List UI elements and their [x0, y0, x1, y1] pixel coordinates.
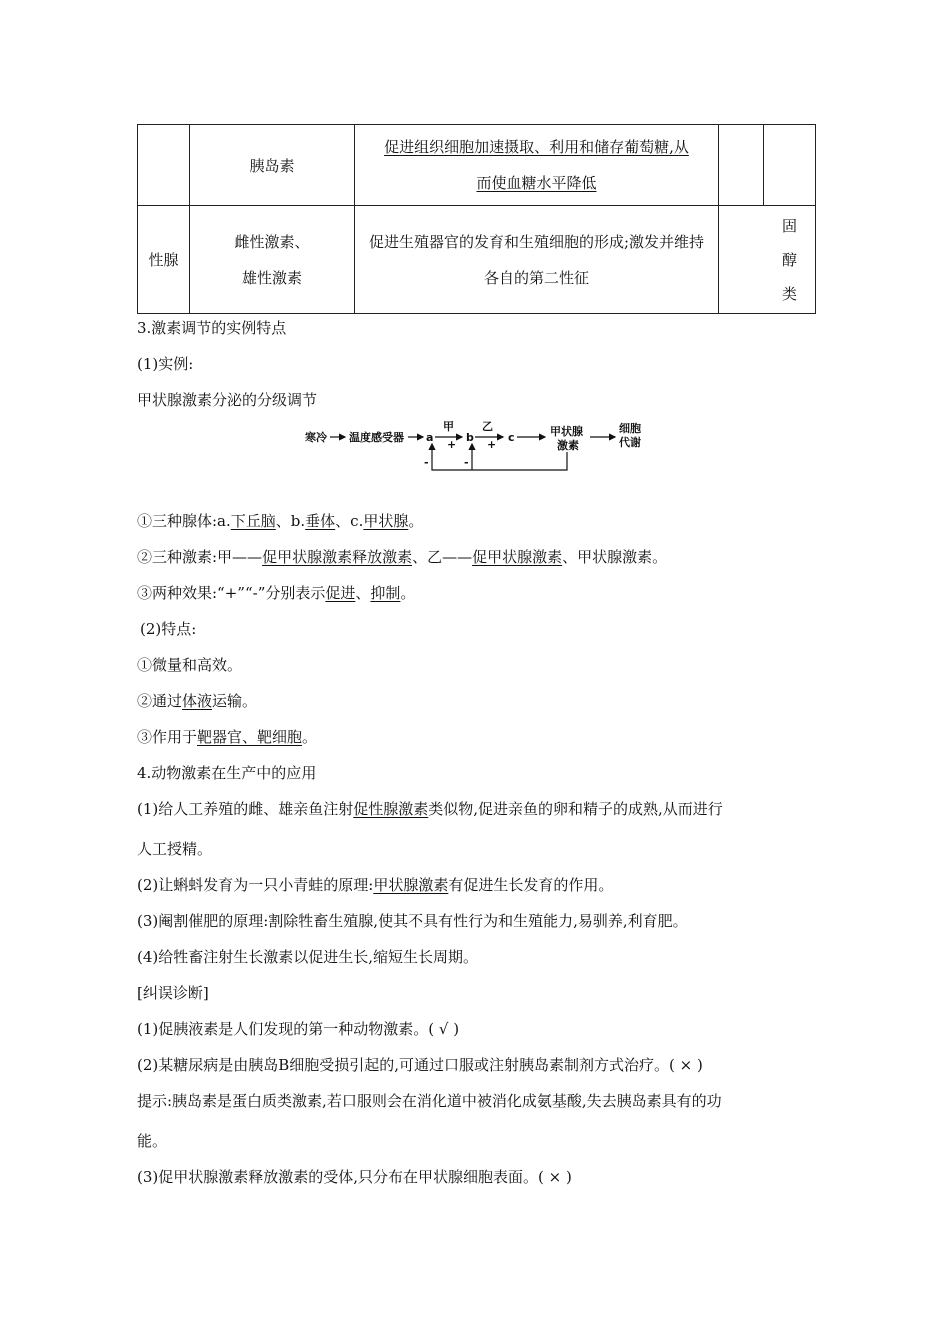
function-cell: [355, 125, 719, 206]
diagnosis-heading: [纠误诊断]: [137, 984, 209, 1002]
thyroid-hormone-label: 甲状腺: [550, 425, 583, 438]
node-c: c: [508, 431, 515, 444]
application-item-cont: 人工授精。: [137, 840, 213, 858]
gland-cell: [138, 125, 190, 206]
regulation-diagram: [305, 418, 650, 474]
hormone-line: 雌性激素、: [234, 232, 310, 251]
table-row: [138, 125, 816, 206]
application-item: (3)阉割催肥的原理:割除牲畜生殖腺,使其不具有性行为和生殖能力,易驯养,利育肥。: [137, 912, 688, 930]
nature-cell: [719, 206, 816, 314]
feature-item: ②通过体液运输。: [137, 692, 258, 710]
diagnosis-question: (1)促胰液素是人们发现的第一种动物激素。( √ ): [137, 1020, 460, 1038]
diagnosis-hint: 提示:胰岛素是蛋白质类激素,若口服则会在消化道中被消化成氨基酸,失去胰岛素具有的功: [137, 1092, 722, 1110]
plus-sign: +: [487, 438, 497, 451]
application-item: (2)让蝌蚪发育为一只小青蛙的原理:甲状腺激素有促进生长发育的作用。: [137, 876, 614, 894]
hormone-cell: [190, 206, 355, 314]
table-row: [138, 206, 816, 314]
item-hormones: ②三种激素:甲——促甲状腺激素释放激素、乙——促甲状腺激素、甲状腺激素。: [137, 548, 668, 566]
hormone-jia-label: 甲: [443, 420, 454, 433]
function-cell: [355, 206, 719, 314]
nature-char: 固: [781, 216, 797, 235]
receptor-label: 温度感受器: [349, 431, 404, 444]
subheading: (1)实例:: [137, 355, 194, 373]
function-line: 促进生殖器官的发育和生殖细胞的形成;激发并维持: [368, 232, 705, 251]
item-glands: ①三种腺体:a.下丘脑、b.垂体、c.甲状腺。: [137, 512, 424, 530]
nature-char: 类: [781, 284, 797, 303]
cold-label: 寒冷: [305, 431, 327, 444]
nature-cell: [719, 125, 764, 206]
feature-item: ①微量和高效。: [137, 656, 243, 674]
diagnosis-hint-cont: 能。: [137, 1132, 168, 1150]
hormone-table: [137, 124, 816, 314]
application-item: (1)给人工养殖的雌、雄亲鱼注射促性腺激素类似物,促进亲鱼的卵和精子的成熟,从而进行: [137, 800, 723, 818]
hormone-cell: 胰岛素: [190, 125, 355, 206]
cell-metabolism-label: 代谢: [619, 436, 641, 449]
thyroid-hormone-label: 激素: [557, 439, 579, 452]
hormone-yi-label: 乙: [482, 420, 493, 433]
cell-metabolism-label: 细胞: [619, 422, 641, 435]
diagnosis-question: (2)某糖尿病是由胰岛B细胞受损引起的,可通过口服或注射胰岛素制剂方式治疗。( × ): [137, 1056, 703, 1074]
minus-sign: -: [424, 456, 429, 469]
subheading: (2)特点:: [140, 620, 197, 638]
diagnosis-question: (3)促甲状腺激素释放激素的受体,只分布在甲状腺细胞表面。( × ): [137, 1168, 572, 1186]
section-heading: 4.动物激素在生产中的应用: [137, 764, 317, 782]
section-heading: 3.激素调节的实例特点: [137, 319, 287, 337]
function-line: 各自的第二性征: [483, 268, 589, 287]
function-line: 促进组织细胞加速摄取、利用和储存葡萄糖,从: [384, 138, 689, 156]
function-line: 而使血糖水平降低: [476, 174, 597, 192]
node-a: a: [426, 431, 434, 444]
nature-char: 醇: [781, 250, 797, 269]
hormone-line: 雄性激素: [241, 268, 302, 287]
example-title: 甲状腺激素分泌的分级调节: [137, 391, 318, 409]
plus-sign: +: [447, 438, 457, 451]
feature-item: ③作用于靶器官、靶细胞。: [137, 728, 318, 746]
gland-cell: 性腺: [138, 206, 190, 314]
application-item: (4)给牲畜注射生长激素以促进生长,缩短生长周期。: [137, 948, 479, 966]
empty-cell: [764, 125, 816, 206]
minus-sign: -: [464, 456, 469, 469]
item-effects: ③两种效果:“+”“-”分别表示促进、抑制。: [137, 584, 416, 602]
node-b: b: [466, 431, 474, 444]
